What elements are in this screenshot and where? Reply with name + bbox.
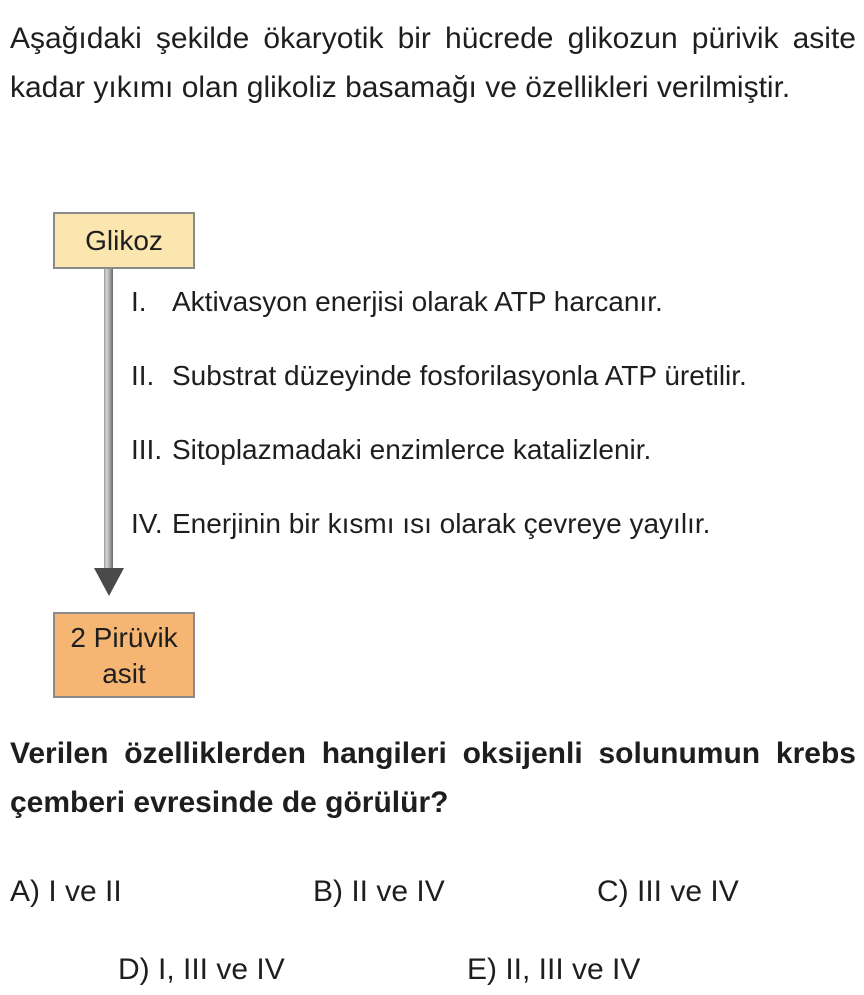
choice-label: C) [597, 875, 629, 908]
choice-text: III ve IV [637, 875, 739, 908]
choice-text: I, III ve IV [158, 953, 285, 986]
choice-text: II, III ve IV [505, 953, 641, 986]
glucose-label: Glikoz [85, 225, 163, 256]
statement-text: Enerjinin bir kısmı ısı olarak çevreye yayılır. [172, 508, 711, 539]
pyruvic-label-line1: 2 Pirüvik [70, 622, 178, 653]
choice-e[interactable] [467, 950, 640, 990]
statement-4 [131, 504, 747, 578]
choice-label: B) [313, 875, 343, 908]
arrow-down-icon [94, 568, 124, 596]
choice-text: II ve IV [351, 875, 445, 908]
choice-b[interactable] [313, 872, 445, 912]
statement-numeral: II. [131, 360, 155, 391]
choice-c[interactable] [597, 872, 739, 912]
statement-numeral: IV. [131, 508, 163, 539]
arrow-shaft [104, 269, 113, 572]
statement-text: Aktivasyon enerjisi olarak ATP harcanır. [172, 286, 663, 317]
statement-text: Substrat düzeyinde fosforilasyonla ATP üretilir. [172, 360, 747, 391]
intro-text: Aşağıdaki şekilde ökaryotik bir hücrede glikozun pürivik asite kadar yıkımı olan glikoliz basamağı ve özellikleri verilmiştir. [10, 22, 856, 104]
statement-3 [131, 430, 747, 504]
statement-2 [131, 356, 747, 430]
choice-text: I ve II [48, 875, 122, 908]
question-text: Verilen özelliklerden hangileri oksijenli solunumun krebs çemberi evresinde de görülür? [10, 737, 856, 819]
choice-label: D) [118, 953, 150, 986]
statement-text: Sitoplazmadaki enzimlerce katalizlenir. [172, 434, 652, 465]
choice-label: A) [10, 875, 40, 908]
choice-a[interactable] [10, 872, 122, 912]
choice-d[interactable] [118, 950, 285, 990]
pyruvic-label-line2: asit [102, 658, 146, 689]
statement-numeral: III. [131, 434, 163, 465]
statement-1 [131, 282, 747, 356]
pyruvic-acid-box [53, 612, 195, 698]
statement-list [131, 282, 747, 578]
choice-label: E) [467, 953, 497, 986]
statement-numeral: I. [131, 286, 147, 317]
glucose-box [53, 212, 195, 269]
